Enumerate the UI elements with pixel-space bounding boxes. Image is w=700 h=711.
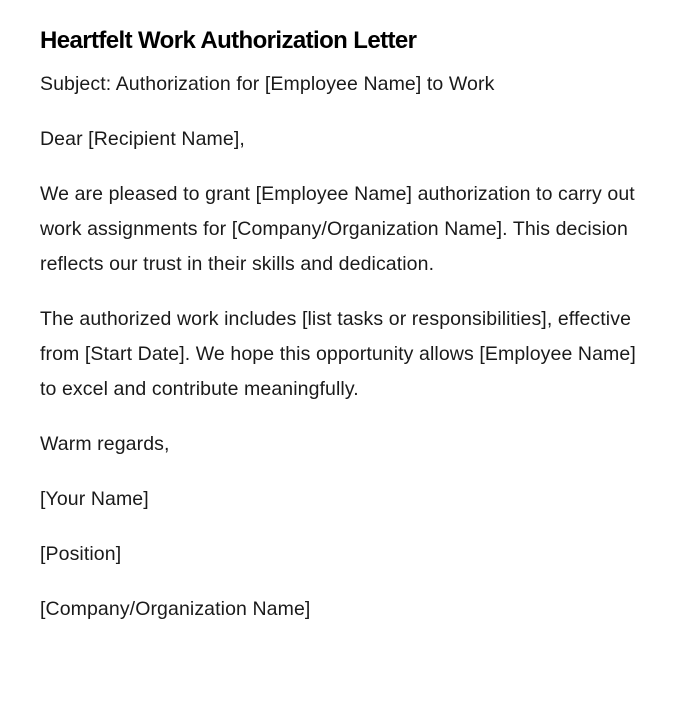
letter-body-paragraph-2: The authorized work includes [list tasks or responsibilities], effective from [Start Date]. We hope this opportunity allows [Employee Name] to excel and contribute meaningfully. xyxy=(40,308,636,400)
signature-name: [Your Name] xyxy=(40,488,149,510)
signature-position: [Position] xyxy=(40,543,122,565)
document-title: Heartfelt Work Authorization Letter xyxy=(40,27,417,54)
letter-salutation: Dear [Recipient Name], xyxy=(40,128,245,150)
letter-subject: Subject: Authorization for [Employee Name] to Work xyxy=(40,73,495,95)
letter-body-paragraph-1: We are pleased to grant [Employee Name] authorization to carry out work assignments for [Company/Organization Name]. This decision reflects our trust in their skills and dedication. xyxy=(40,183,635,275)
letter-closing: Warm regards, xyxy=(40,433,170,455)
letter-document xyxy=(40,22,640,647)
signature-organization: [Company/Organization Name] xyxy=(40,598,311,620)
